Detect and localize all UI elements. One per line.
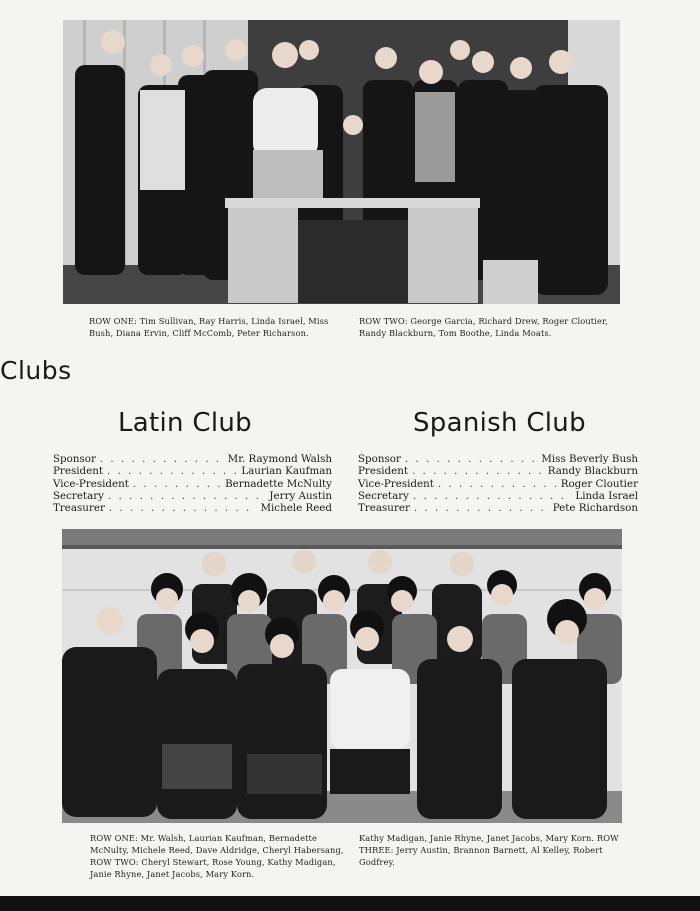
officer-role: Sponsor <box>53 453 96 465</box>
spanish-club-photo <box>63 20 620 304</box>
officer-row <box>358 453 638 465</box>
leader-dots <box>108 490 265 502</box>
officer-row <box>53 453 332 465</box>
officer-row <box>53 502 332 514</box>
latin-photo-caption-right: Kathy Madigan, Janie Rhyne, Janet Jacobs, Mary Korn. ROW THREE: Jerry Austin, Brannon Barnett, Al Kelley, Robert Godfrey. <box>359 833 619 867</box>
spanish-club-title: Spanish Club <box>413 408 586 438</box>
officer-name: Roger Cloutier <box>560 477 638 490</box>
leader-dots <box>133 478 221 490</box>
officer-role: Vice-President <box>53 477 129 490</box>
latin-photo-caption-left: ROW ONE: Mr. Walsh, Laurian Kaufman, Bernadette McNulty, Michele Reed, Dave Aldridge, Cheryl Habersang, ROW TWO: Cheryl Stewart, Rose Young, Kathy Madigan, Janie Rhyne, Janet Jacobs, Mary Korn. <box>90 833 344 879</box>
officer-name: Michele Reed <box>260 502 332 515</box>
officer-role: Treasurer <box>358 502 410 515</box>
officer-name: Linda Israel <box>575 489 638 502</box>
officer-role: Vice-President <box>358 477 434 490</box>
spanish-photo-caption-row-one: ROW ONE: Tim Sullivan, Ray Harris, Linda Israel, Miss Bush, Diana Ervin, Cliff McComb, Peter Richarson. <box>89 316 329 338</box>
latin-club-title: Latin Club <box>118 408 252 438</box>
officer-row <box>358 465 638 477</box>
officer-role: Secretary <box>53 489 104 502</box>
latin-club-officers <box>53 453 332 514</box>
spanish-club-photo-image <box>63 20 620 304</box>
spanish-club-officers <box>358 453 638 514</box>
officer-row <box>53 478 332 490</box>
officer-name: Mr. Raymond Walsh <box>227 453 332 465</box>
officer-name: Pete Richardson <box>552 502 638 515</box>
latin-club-photo-image <box>62 529 622 823</box>
leader-dots <box>413 490 571 502</box>
leader-dots <box>412 465 544 477</box>
officer-name: Jerry Austin <box>269 489 332 502</box>
leader-dots <box>414 502 549 514</box>
page-bottom-edge <box>0 896 700 911</box>
spanish-photo-caption-row-two: ROW TWO: George Garcia, Richard Drew, Roger Cloutier, Randy Blackburn, Tom Boothe, Linda Moats. <box>359 316 608 338</box>
officer-row <box>358 478 638 490</box>
leader-dots <box>438 478 557 490</box>
officer-row <box>53 490 332 502</box>
officer-role: Sponsor <box>358 453 401 465</box>
officer-name: Laurian Kaufman <box>241 465 332 478</box>
officer-row <box>358 502 638 514</box>
officer-name: Bernadette McNulty <box>225 477 332 490</box>
officer-name: Randy Blackburn <box>547 465 638 478</box>
officer-name: Miss Beverly Bush <box>541 453 638 465</box>
section-heading: Clubs <box>0 356 72 385</box>
leader-dots <box>100 453 224 465</box>
latin-club-photo <box>62 529 622 823</box>
leader-dots <box>107 465 237 477</box>
officer-role: Treasurer <box>53 502 105 515</box>
officer-row <box>53 465 332 477</box>
leader-dots <box>405 453 537 465</box>
officer-role: Secretary <box>358 489 409 502</box>
officer-row <box>358 490 638 502</box>
officer-role: President <box>358 465 408 478</box>
officer-role: President <box>53 465 103 478</box>
leader-dots <box>109 502 257 514</box>
